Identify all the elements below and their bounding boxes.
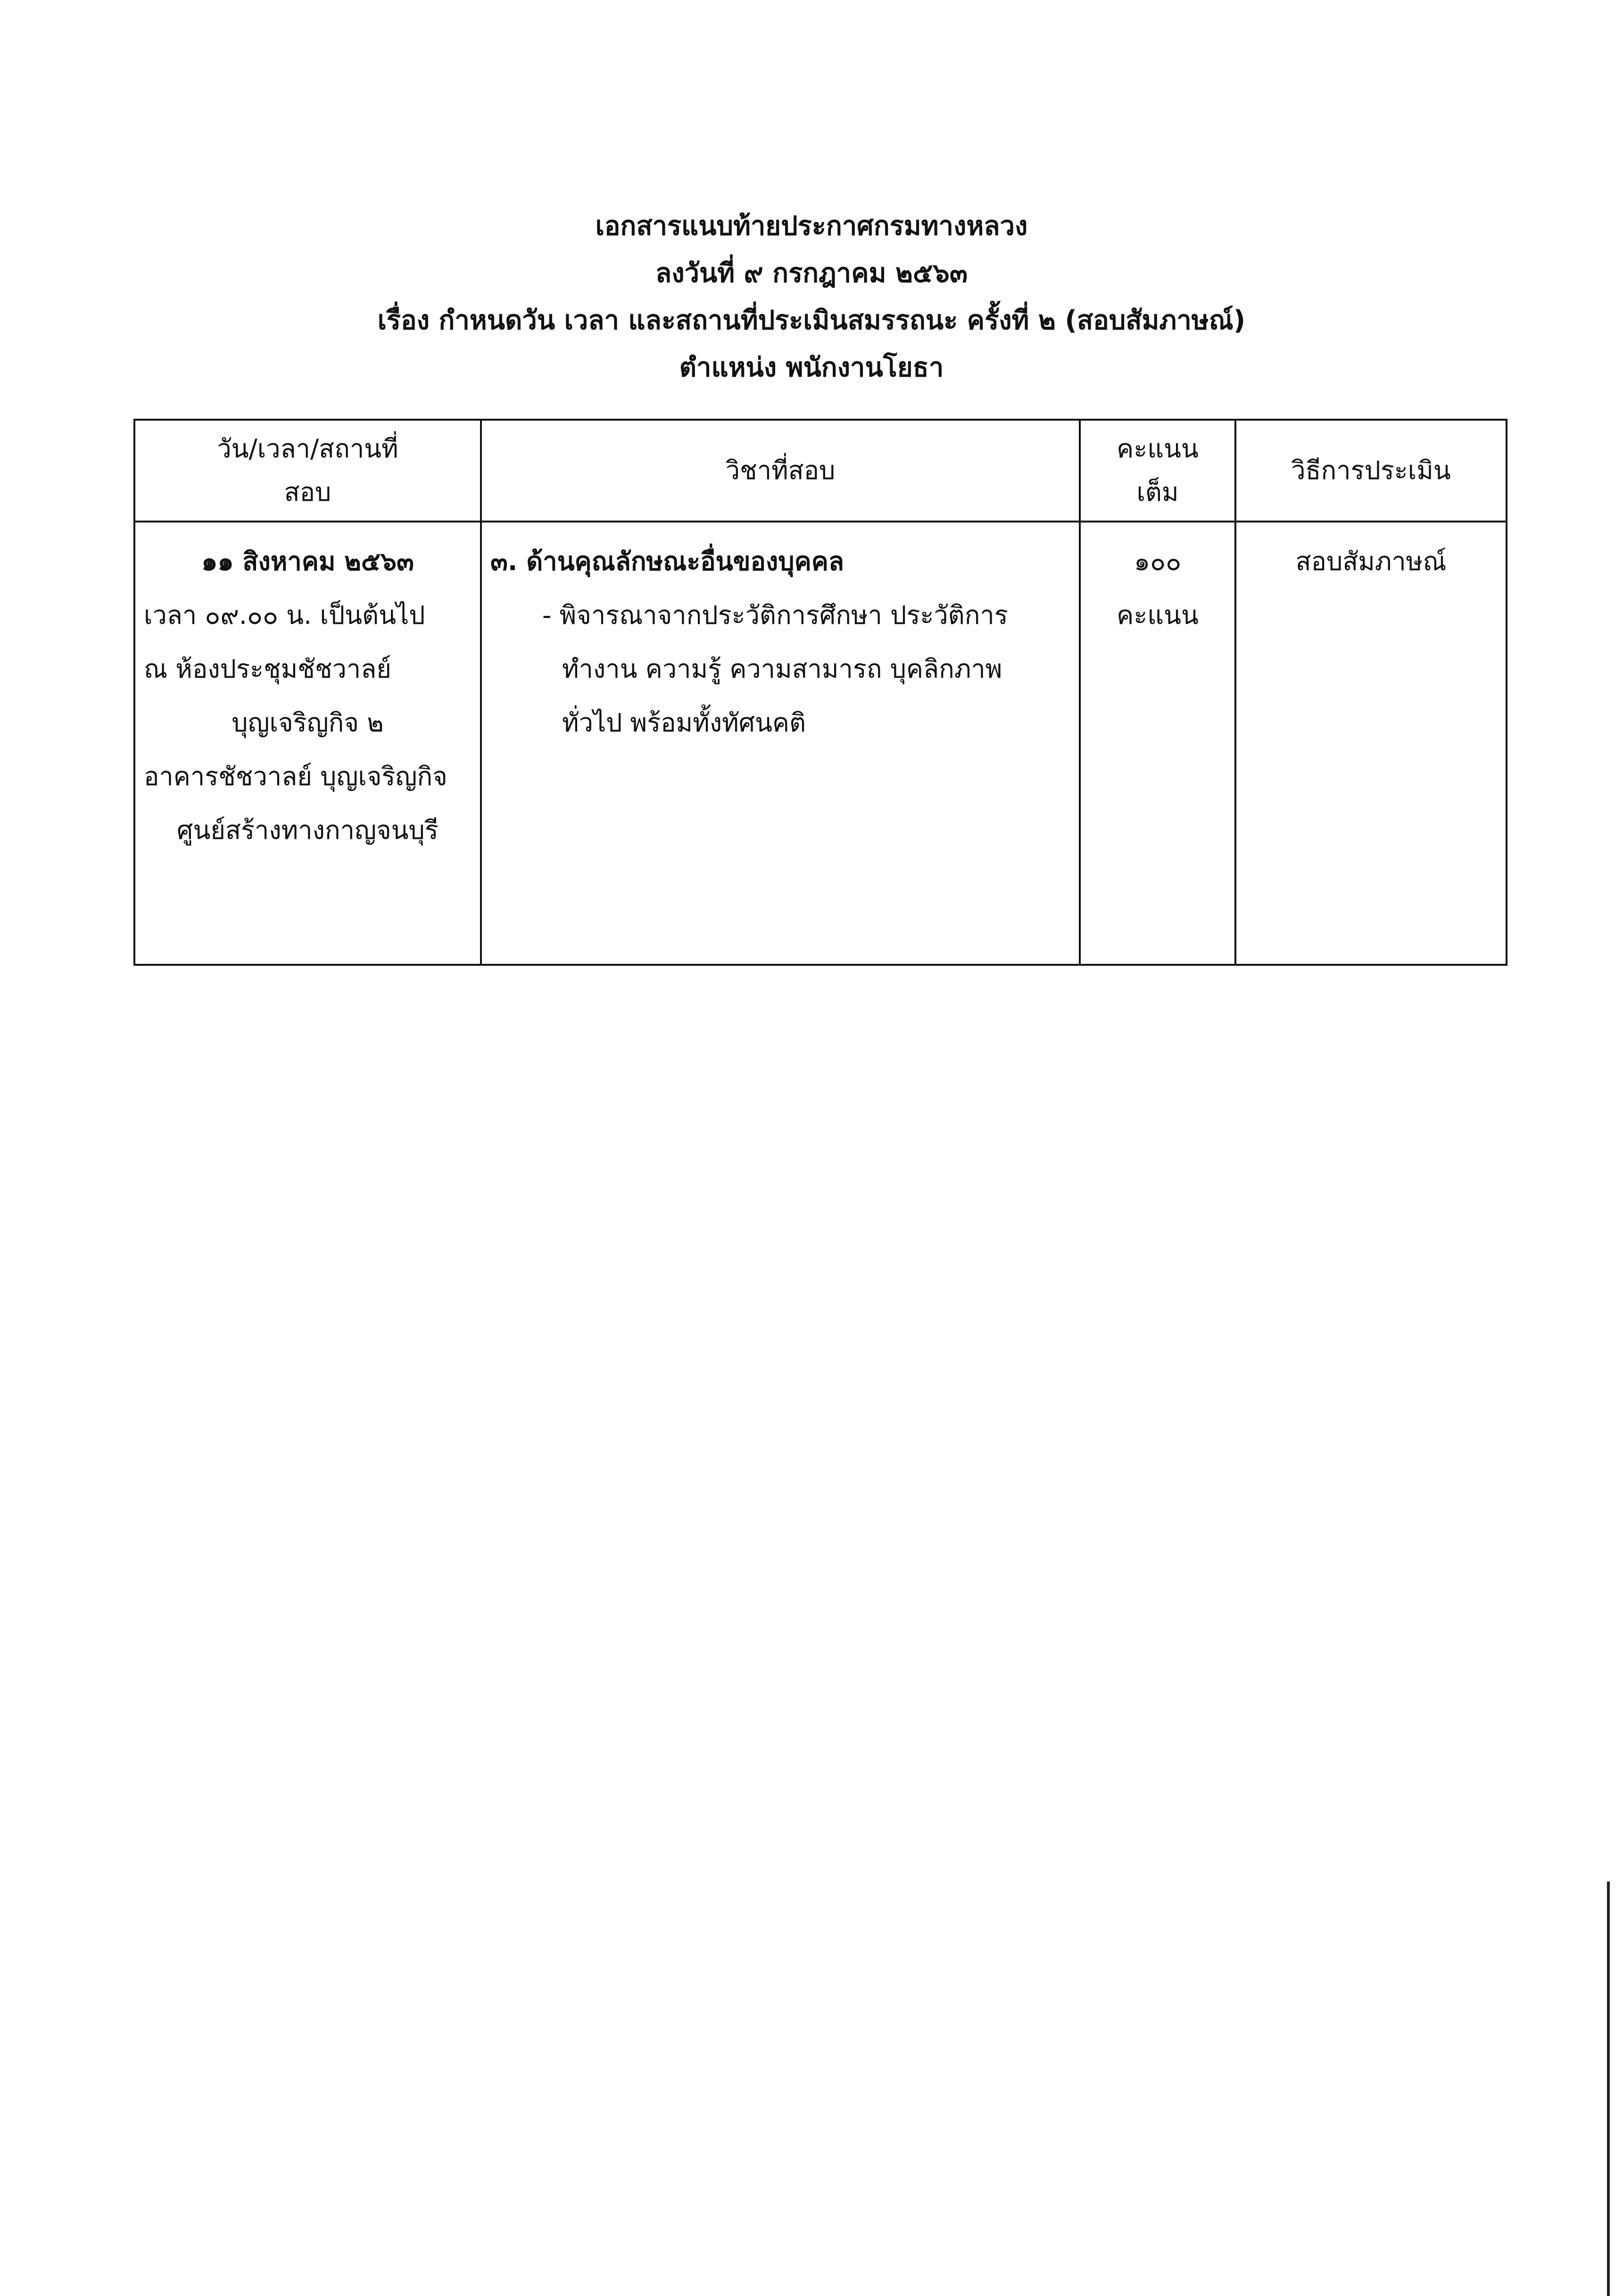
exam-place-line3: อาคารชัชวาลย์ บุญเจริญกิจ — [144, 762, 447, 791]
cell-subject — [481, 522, 1080, 965]
header-date-time-place — [134, 420, 481, 522]
header-full-score — [1080, 420, 1235, 522]
assessment-method: สอบสัมภาษณ์ — [1295, 547, 1447, 576]
document-header — [0, 203, 1623, 391]
header-date-line: ลงวันที่ ๙ กรกฎาคม ๒๕๖๓ — [655, 258, 968, 289]
score-unit: คะแนน — [1117, 600, 1199, 630]
subject-detail-line1: - พิจารณาจากประวัติการศึกษา ประวัติการ — [542, 600, 1008, 630]
subject-title: ๓. ด้านคุณลักษณะอื่นของบุคคล — [490, 547, 844, 576]
header-attachment-title: เอกสารแนบท้ายประกาศกรมทางหลวง — [595, 211, 1028, 241]
exam-place-line4: ศูนย์สร้างทางกาญจนบุรี — [177, 815, 439, 845]
cell-date-time-place — [134, 522, 481, 965]
exam-schedule-table — [133, 419, 1507, 966]
score-value: ๑๐๐ — [1134, 547, 1182, 576]
cell-full-score — [1080, 522, 1235, 965]
header-position-line: ตำแหน่ง พนักงานโยธา — [679, 352, 944, 383]
cell-assessment-method — [1235, 522, 1507, 965]
exam-place-line2: บุญเจริญกิจ ๒ — [232, 708, 384, 738]
header-full-score-line1: คะแนน — [1117, 434, 1199, 464]
exam-place-line1: ณ ห้องประชุมชัชวาลย์ — [144, 654, 391, 684]
exam-date: ๑๑ สิงหาคม ๒๕๖๓ — [201, 547, 414, 576]
header-assessment-method: วิธีการประเมิน — [1235, 420, 1507, 522]
subject-detail-line2: ทำงาน ความรู้ ความสามารถ บุคลิกภาพ — [562, 654, 1002, 684]
table-header-row — [134, 420, 1507, 522]
scan-edge-line — [1607, 1882, 1610, 2296]
header-subject: วิชาที่สอบ — [481, 420, 1080, 522]
header-full-score-line2: เต็ม — [1136, 477, 1179, 507]
subject-detail-line3: ทั่วไป พร้อมทั้งทัศนคติ — [562, 708, 806, 738]
header-date-time-place-line2: สอบ — [284, 477, 331, 507]
exam-time: เวลา ๐๙.๐๐ น. เป็นต้นไป — [144, 600, 425, 630]
header-date-time-place-line1: วัน/เวลา/สถานที่ — [217, 434, 398, 464]
header-subject-line: เรื่อง กำหนดวัน เวลา และสถานที่ประเมินสมรรถนะ ครั้งที่ ๒ (สอบสัมภาษณ์) — [377, 305, 1246, 336]
table-row — [134, 522, 1507, 965]
